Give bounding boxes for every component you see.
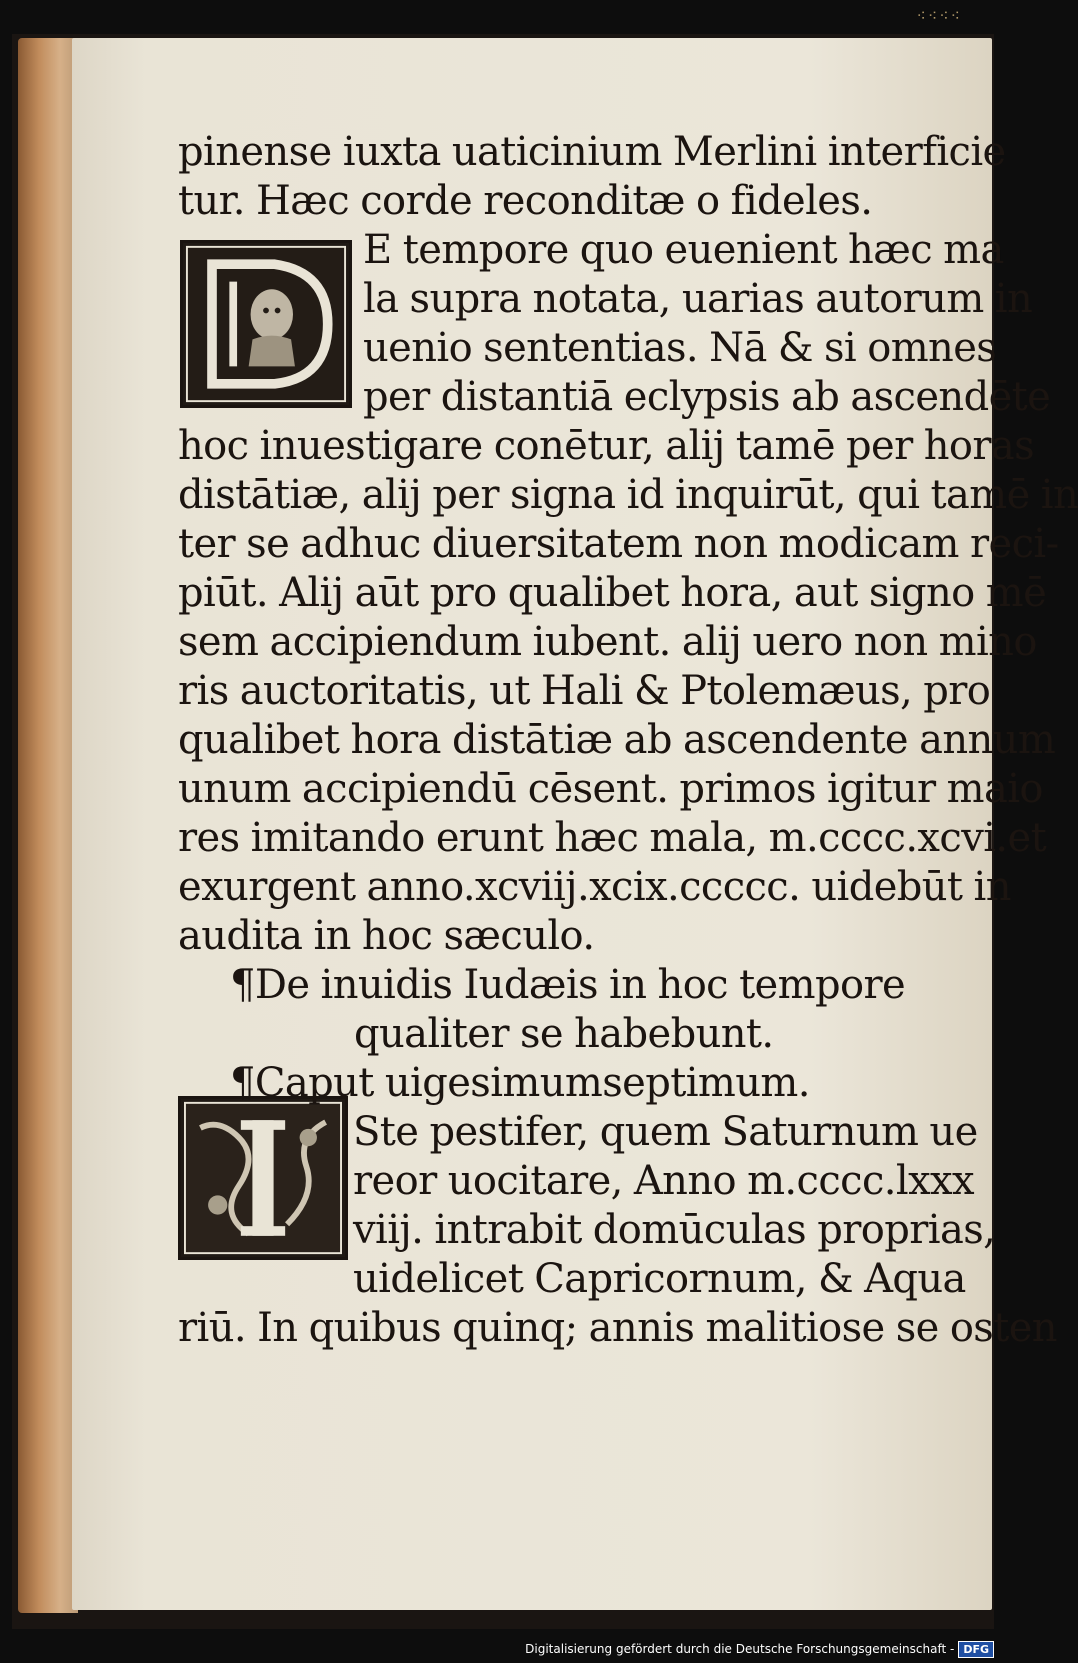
dfg-logo: DFG — [958, 1641, 994, 1658]
text-block — [178, 128, 1078, 1353]
text-line: riū. In quibus quinq; annis malitiose se osten — [178, 1305, 1057, 1351]
text-line: unum accipiendū cēsent. primos igitur maio — [178, 766, 1043, 812]
chapter-number: ¶Caput uigesimumseptimum. — [230, 1060, 810, 1106]
text-line: Ste pestifer, quem Saturnum ue — [353, 1109, 978, 1155]
text-line: uidelicet Capricornum, & Aqua — [353, 1256, 966, 1302]
text-line: piūt. Alij aūt pro qualibet hora, aut signo mē — [178, 570, 1047, 616]
text-line: E tempore quo euenient hæc ma — [363, 227, 1004, 273]
text-line: res imitando erunt hæc mala, m.cccc.xcvi.et — [178, 815, 1047, 861]
text-line: qualibet hora distātiæ ab ascendente annum — [178, 717, 1056, 763]
text-line: sem accipiendum iubent. alij uero non mino — [178, 619, 1037, 665]
text-line: per distantiā eclypsis ab ascendēte — [363, 374, 1051, 420]
text-line: exurgent anno.xcviij.xcix.ccccc. uidebūt in — [178, 864, 1011, 910]
chapter-heading: qualiter se habebunt. — [354, 1011, 774, 1057]
text-line: tur. Hæc corde reconditæ o fideles. — [178, 178, 873, 224]
text-line: ris auctoritatis, ut Hali & Ptolemæus, pro — [178, 668, 991, 714]
funding-text: Digitalisierung gefördert durch die Deutsche Forschungsgemeinschaft - — [525, 1642, 955, 1656]
text-line: pinense iuxta uaticinium Merlini interficie — [178, 129, 1006, 175]
page-edge — [18, 38, 78, 1613]
text-line: uenio sententias. Nā & si omnes — [363, 325, 997, 371]
chapter-heading: ¶De inuidis Iudæis in hoc tempore — [230, 962, 906, 1008]
text-line: la supra notata, uarias autorum in — [363, 276, 1033, 322]
text-line: viij. intrabit domūculas proprias, — [353, 1207, 996, 1253]
text-line: audita in hoc sæculo. — [178, 913, 595, 959]
top-ornament: ⁖⁖⁖⁖ — [916, 6, 962, 25]
text-line: reor uocitare, Anno m.cccc.lxxx — [353, 1158, 974, 1204]
text-line: distātiæ, alij per signa id inquirūt, qui tamē in — [178, 472, 1078, 518]
text-line: hoc inuestigare conētur, alij tamē per horas — [178, 423, 1035, 469]
text-line: ter se adhuc diuersitatem non modicam reci- — [178, 521, 1059, 567]
funding-footer — [525, 1639, 994, 1659]
